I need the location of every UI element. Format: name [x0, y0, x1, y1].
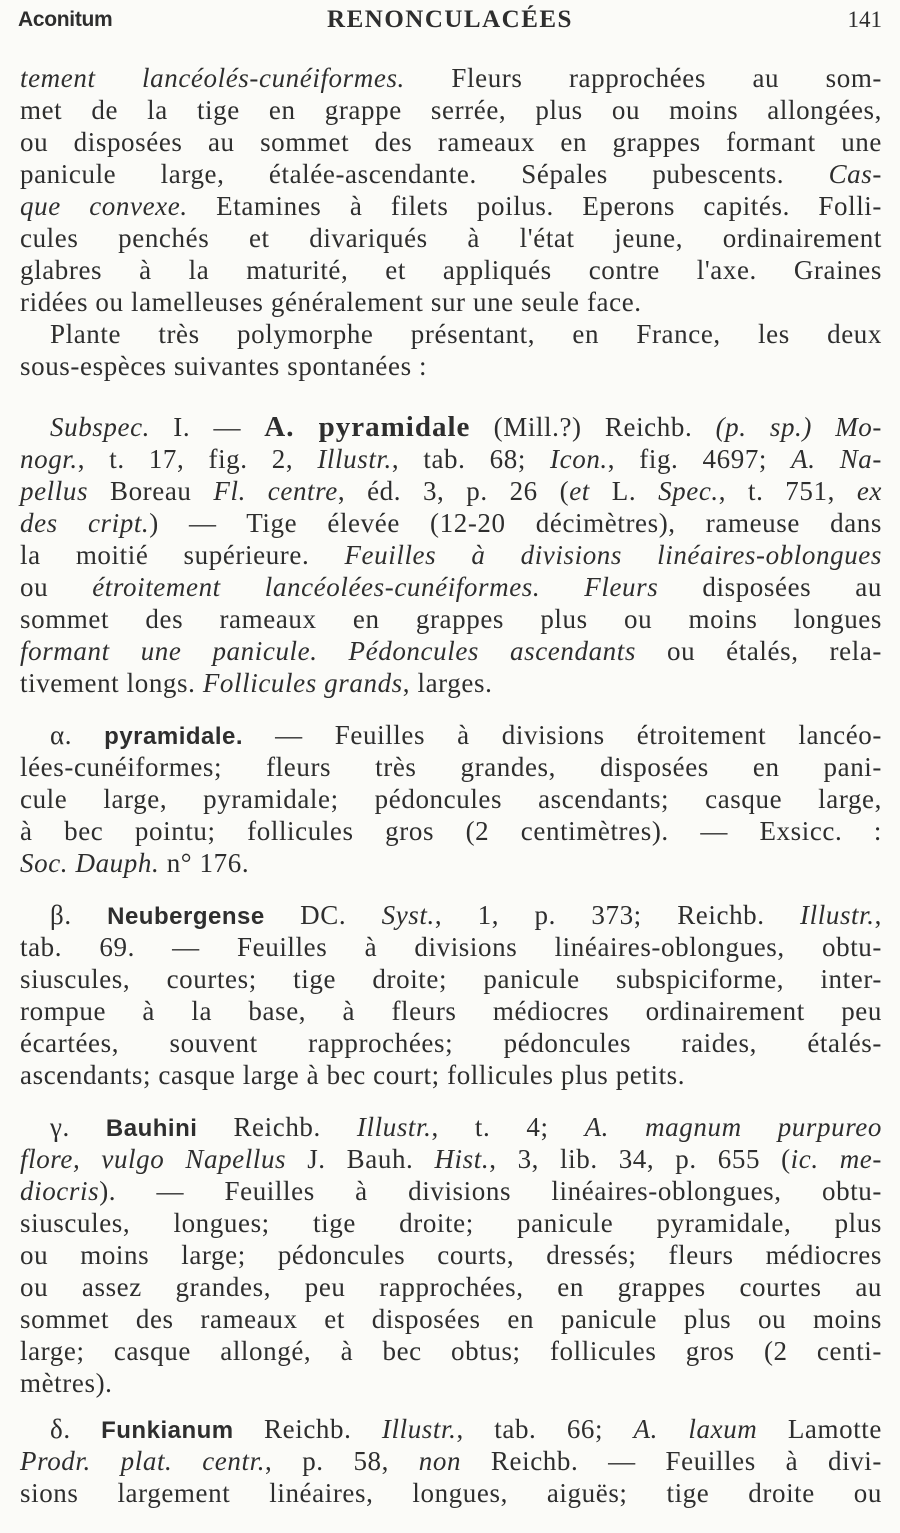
- text-line: [20, 1111, 882, 1143]
- italic-text: non: [418, 1446, 462, 1476]
- text-run: ou: [20, 572, 93, 602]
- text-line: [20, 350, 882, 382]
- italic-text: Spec.: [658, 476, 719, 506]
- text-line: [20, 1445, 882, 1477]
- paragraph: [20, 318, 882, 382]
- text-line: [20, 411, 882, 443]
- text-run: ascendants; casque large à bec court; follicules plus petits.: [20, 1060, 686, 1090]
- bold-taxon-name: Funkianum: [101, 1417, 234, 1444]
- italic-text: flore, vulgo Napellus: [20, 1144, 287, 1174]
- text-run: — Feuilles à divisions étroitement lancéo-: [243, 720, 882, 750]
- italic-text: Subspec.: [50, 412, 151, 442]
- text-run: β.: [50, 900, 108, 930]
- text-line: [20, 222, 882, 254]
- text-run: glabres à la maturité, et appliqués contre l'axe. Graines: [20, 255, 882, 285]
- paragraph: [20, 1413, 882, 1509]
- text-run: ). — Feuilles à divisions linéaires-oblongues, obtu-: [99, 1176, 882, 1206]
- text-run: , larges.: [402, 668, 493, 698]
- italic-text: que convexe.: [20, 191, 188, 221]
- text-run: , t. 751,: [718, 476, 857, 506]
- italic-text: Soc. Dauph.: [20, 848, 160, 878]
- text-run: Boreau: [88, 476, 214, 506]
- text-run: , t. 17, fig. 2,: [77, 444, 318, 474]
- header-genus: Aconitum: [18, 8, 113, 31]
- text-run: DC.: [264, 900, 382, 930]
- text-run: γ.: [50, 1112, 106, 1142]
- text-line: [20, 1477, 882, 1509]
- paragraph: [20, 719, 882, 879]
- text-run: , tab. 68;: [391, 444, 551, 474]
- text-line: [20, 1027, 882, 1059]
- text-line: [20, 62, 882, 94]
- text-line: [20, 635, 882, 667]
- italic-text: Syst.: [381, 900, 435, 930]
- text-run: siuscules, longues; tige droite; panicule pyramidale, plus: [20, 1208, 882, 1238]
- text-run: Plante très polymorphe présentant, en France, les deux: [50, 319, 882, 349]
- text-run: Reichb.: [197, 1112, 357, 1142]
- header-family: RENONCULACÉES: [327, 6, 573, 33]
- text-run: , fig. 4697;: [607, 444, 792, 474]
- text-run: la moitié supérieure.: [20, 540, 345, 570]
- text-run: , 3, lib. 34, p. 655 (: [489, 1144, 791, 1174]
- text-line: [20, 1271, 882, 1303]
- text-line: [20, 995, 882, 1027]
- text-line: [20, 507, 882, 539]
- text-run: panicule large, étalée-ascendante. Sépales pubescents.: [20, 159, 829, 189]
- text-line: [20, 899, 882, 931]
- text-line: [20, 158, 882, 190]
- text-run: Lamotte: [757, 1414, 882, 1444]
- italic-text: Cas-: [828, 159, 882, 189]
- text-run: ) — Tige élevée (12-20 décimètres), rameuse dans: [149, 508, 882, 538]
- text-run: , p. 58,: [265, 1446, 419, 1476]
- text-run: siuscules, courtes; tige droite; panicule subspiciforme, inter-: [20, 964, 882, 994]
- italic-text: pellus: [20, 476, 89, 506]
- text-line: [20, 94, 882, 126]
- italic-text: ic. me-: [790, 1144, 882, 1174]
- text-run: mètres).: [20, 1368, 113, 1398]
- text-line: [20, 1059, 882, 1091]
- text-run: large; casque allongé, à bec obtus; follicules gros (2 centi-: [20, 1336, 882, 1366]
- text-line: [20, 667, 882, 699]
- text-line: [20, 1335, 882, 1367]
- text-run: ou disposées au sommet des rameaux en grappes formant une: [20, 127, 882, 157]
- text-line: [20, 1367, 882, 1399]
- text-line: [20, 443, 882, 475]
- text-run: rompue à la base, à fleurs médiocres ordinairement peu: [20, 996, 882, 1026]
- italic-text: A. Na-: [791, 444, 883, 474]
- italic-text: Prodr. plat. centr.: [20, 1446, 266, 1476]
- text-line: [20, 751, 882, 783]
- text-run: met de la tige en grappe serrée, plus ou moins allongées,: [20, 95, 882, 125]
- text-run: Etamines à filets poilus. Eperons capités. Folli-: [187, 191, 882, 221]
- italic-text: Feuilles à divisions linéaires-oblongues: [344, 540, 882, 570]
- bold-taxon-name: pyramidale.: [104, 723, 244, 750]
- paragraph: [20, 899, 882, 1091]
- text-line: [20, 1303, 882, 1335]
- italic-text: Follicules grands: [202, 668, 403, 698]
- text-line: [20, 1413, 882, 1445]
- text-run: , 1, p. 373; Reichb.: [434, 900, 801, 930]
- text-run: sommet des rameaux et disposées en panicule plus ou moins: [20, 1304, 882, 1334]
- text-run: I. —: [150, 412, 265, 442]
- bold-taxon-name: Bauhini: [105, 1115, 198, 1142]
- text-run: Reichb.: [233, 1414, 382, 1444]
- page-number: 141: [847, 7, 882, 32]
- italic-text: Icon.: [550, 444, 608, 474]
- bold-taxon-name: Neubergense: [107, 903, 265, 930]
- text-line: [20, 963, 882, 995]
- italic-text: A. magnum purpureo: [584, 1112, 882, 1142]
- paragraph: [20, 62, 882, 318]
- page-body: [20, 62, 882, 1509]
- text-line: [20, 931, 882, 963]
- text-run: , t. 4;: [431, 1112, 585, 1142]
- text-run: (Mill.?) Reichb.: [470, 412, 716, 442]
- text-line: [20, 815, 882, 847]
- text-run: ,: [874, 900, 882, 930]
- text-line: [20, 539, 882, 571]
- text-run: cule large, pyramidale; pédoncules ascendants; casque large,: [20, 784, 882, 814]
- text-line: [20, 126, 882, 158]
- text-run: J. Bauh.: [286, 1144, 435, 1174]
- text-line: [20, 783, 882, 815]
- text-run: Fleurs rapprochées au som-: [404, 63, 883, 93]
- text-run: , tab. 66;: [456, 1414, 634, 1444]
- text-run: ou assez grandes, peu rapprochées, en grappes courtes au: [20, 1272, 882, 1302]
- text-run: lées-cunéiformes; fleurs très grandes, disposées en pani-: [20, 752, 882, 782]
- italic-text: des cript.: [20, 508, 150, 538]
- text-line: [20, 318, 882, 350]
- paragraph: [20, 411, 882, 699]
- paragraph: [20, 1111, 882, 1399]
- text-run: ou étalés, rela-: [635, 636, 882, 666]
- italic-text: Illustr.: [381, 1414, 457, 1444]
- text-line: [20, 1239, 882, 1271]
- text-line: [20, 603, 882, 635]
- text-line: [20, 1143, 882, 1175]
- italic-text: étroitement lancéolées-cunéiformes. Fleurs: [92, 572, 659, 602]
- text-line: [20, 847, 882, 879]
- text-run: n° 176.: [159, 848, 250, 878]
- italic-text: nogr.: [20, 444, 78, 474]
- text-run: disposées au: [658, 572, 882, 602]
- text-line: [20, 475, 882, 507]
- running-header: [14, 4, 886, 36]
- italic-text: Fl. centre: [213, 476, 338, 506]
- text-run: cules penchés et divariqués à l'état jeune, ordinairement: [20, 223, 882, 253]
- text-run: tivement longs.: [20, 668, 203, 698]
- italic-text: Hist.: [434, 1144, 490, 1174]
- text-run: α.: [50, 720, 105, 750]
- text-line: [20, 1175, 882, 1207]
- text-line: [20, 719, 882, 751]
- italic-text: ex: [856, 476, 882, 506]
- italic-text: diocris: [20, 1176, 100, 1206]
- italic-text: Illustr.: [800, 900, 875, 930]
- italic-text: formant une panicule. Pédoncules ascendants: [20, 636, 636, 666]
- italic-text: tement lancéolés-cunéiformes.: [20, 63, 405, 93]
- text-run: ou moins large; pédoncules courts, dressés; fleurs médiocres: [20, 1240, 882, 1270]
- text-run: ridées ou lamelleuses généralement sur une seule face.: [20, 287, 642, 317]
- text-run: sommet des rameaux en grappes plus ou moins longues: [20, 604, 882, 634]
- italic-text: et: [569, 476, 590, 506]
- text-run: , éd. 3, p. 26 (: [337, 476, 570, 506]
- text-run: L.: [589, 476, 659, 506]
- text-run: Reichb. — Feuilles à divi-: [461, 1446, 882, 1476]
- text-run: sous-espèces suivantes spontanées :: [20, 351, 428, 381]
- text-line: [20, 190, 882, 222]
- text-line: [20, 286, 882, 318]
- italic-text: A. laxum: [633, 1414, 758, 1444]
- text-line: [20, 571, 882, 603]
- text-run: à bec pointu; follicules gros (2 centimètres). — Exsicc. :: [20, 816, 882, 846]
- text-run: tab. 69. — Feuilles à divisions linéaires-oblongues, obtu-: [20, 932, 882, 962]
- bold-taxon-name: A. pyramidale: [264, 411, 471, 443]
- text-run: écartées, souvent rapprochées; pédoncules raides, étalés-: [20, 1028, 882, 1058]
- text-line: [20, 254, 882, 286]
- text-run: δ.: [50, 1414, 102, 1444]
- italic-text: (p. sp.) Mo-: [715, 412, 883, 442]
- text-run: sions largement linéaires, longues, aiguës; tige droite ou: [20, 1478, 882, 1508]
- text-line: [20, 1207, 882, 1239]
- italic-text: Illustr.: [317, 444, 392, 474]
- italic-text: Illustr.: [356, 1112, 432, 1142]
